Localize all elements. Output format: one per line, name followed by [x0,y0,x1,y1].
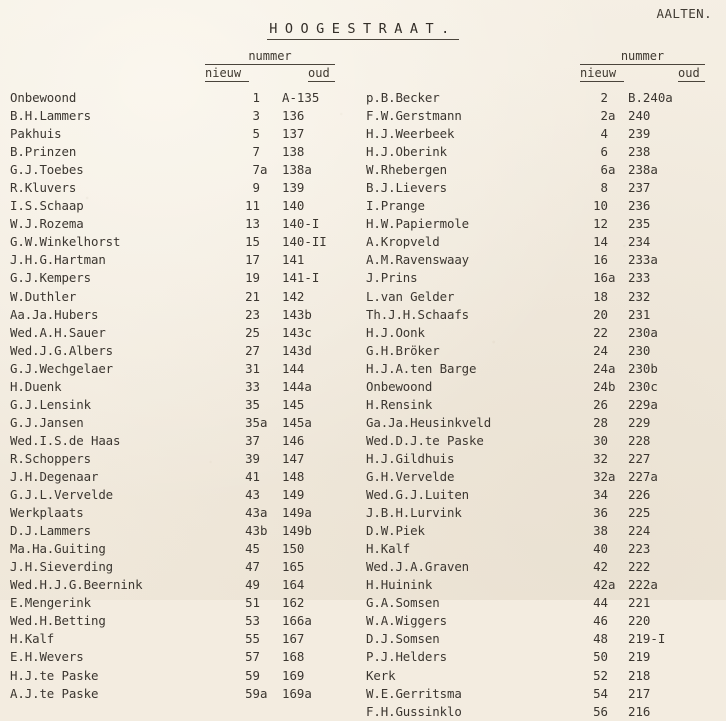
table-row [366,450,716,468]
resident-name: J.H.Degenaar [10,468,99,484]
column-header-new: nieuw [580,66,624,82]
resident-name: J.H.G.Hartman [10,252,106,268]
number-old: 162 [282,595,305,611]
number-new: 39 [245,450,260,466]
column-subheader-row [205,66,335,82]
table-row [10,251,355,269]
resident-name: H.J.Weerbeek [366,126,455,142]
table-row [366,558,716,576]
number-new: 42 [593,559,608,575]
number-old: 233 [628,270,651,286]
number-old: 141 [282,252,305,268]
number-new: 56 [593,703,608,719]
number-old: 164 [282,577,305,593]
number-new: 59 [245,667,260,683]
number-new: 8 [600,180,608,196]
resident-name: G.H.Bröker [366,342,440,358]
number-new: 32 [593,450,608,466]
resident-name: G.J.Toebes [10,162,84,178]
number-old: 227 [628,450,651,466]
resident-name: G.A.Somsen [366,595,440,611]
resident-name: H.J.Gildhuis [366,450,455,466]
table-row [366,324,716,342]
number-new: 33 [245,378,260,394]
table-row [10,504,355,522]
resident-name: J.B.H.Lurvink [366,505,462,521]
number-old: 216 [628,703,651,719]
table-row [366,197,716,215]
number-old: 228 [628,432,651,448]
number-old: 149b [282,523,312,539]
number-old: B.240a [628,90,673,105]
number-old: 143c [282,324,312,340]
number-new: 50 [593,649,608,665]
number-new: 34 [593,487,608,503]
number-new: 24 a [593,360,616,376]
number-new: 47 [245,559,260,575]
resident-name: Pakhuis [10,126,62,142]
table-row [10,667,355,685]
table-row [366,468,716,486]
number-old: 235 [628,216,651,232]
number-old: 145a [282,414,312,430]
number-new: 10 [593,198,608,214]
table-row [366,288,716,306]
number-new: 43 a [245,505,268,521]
number-new: 5 [252,126,260,142]
resident-name: D.J.Lammers [10,523,91,539]
number-new: 7 a [252,162,268,178]
number-new: 21 [245,288,260,304]
table-row [366,143,716,161]
column-subheader-row [580,66,705,82]
number-old: 230b [628,360,658,376]
resident-name: H.Huinink [366,577,433,593]
table-row [10,215,355,233]
resident-name: Wed.I.S.de Haas [10,432,121,448]
number-old: 144 [282,360,305,376]
number-old: 146 [282,432,305,448]
number-new: 35 [245,396,260,412]
header-spacer [249,66,308,82]
resident-name: Wed.J.A.Graven [366,559,470,575]
table-row [10,612,355,630]
number-new: 4 [600,126,608,142]
table-row [366,342,716,360]
number-new: 14 [593,234,608,250]
resident-name: G.J.Kempers [10,270,91,286]
number-old: 236 [628,198,651,214]
table-row [10,378,355,396]
number-new: 1 [252,90,260,105]
number-old: 227a [628,468,658,484]
resident-name: H.Rensink [366,396,433,412]
resident-name: R.Kluvers [10,180,77,196]
number-old: 219-I [628,631,666,647]
table-row [10,468,355,486]
resident-name: Wed.H.Betting [10,613,106,629]
resident-name: W.E.Gerritsma [366,685,462,701]
title-container [0,18,726,40]
number-old: 147 [282,450,305,466]
table-row [366,486,716,504]
number-new: 12 [593,216,608,232]
number-old: 169 [282,667,305,683]
resident-name: H.W.Papiermole [366,216,470,232]
resident-name: Ma.Ha.Guiting [10,541,106,557]
resident-name: H.Duenk [10,378,62,394]
number-new: 57 [245,649,260,665]
table-row [10,450,355,468]
number-old: A-135 [282,90,320,105]
number-new: 38 [593,523,608,539]
table-row [366,703,716,721]
number-new: 9 [252,180,260,196]
number-old: 237 [628,180,651,196]
table-row [10,288,355,306]
table-row [10,161,355,179]
page-title: HOOGESTRAAT. [267,21,459,40]
table-row [366,576,716,594]
table-row [366,179,716,197]
resident-name: H.J.te Paske [10,667,99,683]
table-row [366,504,716,522]
resident-name: Th.J.H.Schaafs [366,306,470,322]
number-old: 140-I [282,216,320,232]
number-new: 2 a [600,108,616,124]
resident-name: Ga.Ja.Heusinkveld [366,414,492,430]
number-old: 150 [282,541,305,557]
number-new: 26 [593,396,608,412]
table-row [366,125,716,143]
resident-name: Wed.H.J.G.Beernink [10,577,143,593]
number-old: 229 [628,414,651,430]
table-row [366,414,716,432]
table-row [366,89,716,107]
number-old: 137 [282,126,305,142]
resident-name: W.A.Wiggers [366,613,447,629]
table-row [10,179,355,197]
column-header-group-label: nummer [205,49,335,65]
resident-name: I.S.Schaap [10,198,84,214]
table-row [10,558,355,576]
number-new: 6 a [600,162,616,178]
number-old: 139 [282,180,305,196]
resident-name: H.J.A.ten Barge [366,360,477,376]
number-new: 42 a [593,577,616,593]
number-new: 15 [245,234,260,250]
number-old: 148 [282,468,305,484]
resident-name: E.H.Wevers [10,649,84,665]
table-row [10,324,355,342]
table-row [366,107,716,125]
number-old: 149 [282,487,305,503]
number-new: 2 [600,90,608,105]
number-new: 18 [593,288,608,304]
resident-name: G.W.Winkelhorst [10,234,121,250]
number-old: 140-II [282,234,327,250]
number-new: 55 [245,631,260,647]
column-header-left [205,49,335,82]
number-new: 32 a [593,468,616,484]
number-new: 35 a [245,414,268,430]
resident-name: A.J.te Paske [10,685,99,701]
resident-name: Wed.G.J.Luiten [366,487,470,503]
header-spacer [624,66,678,82]
number-new: 53 [245,613,260,629]
resident-name: E.Mengerink [10,595,91,611]
number-new: 25 [245,324,260,340]
place-label: AALTEN. [656,6,712,21]
column-header-group-label: nummer [580,49,705,65]
table-row [366,396,716,414]
column-header-new: nieuw [205,66,249,82]
number-old: 138 [282,144,305,160]
table-row [366,667,716,685]
table-row [10,630,355,648]
table-row [366,630,716,648]
column-header-old: oud [678,66,705,82]
number-new: 16 [593,252,608,268]
number-new: 24 [593,342,608,358]
resident-name: Aa.Ja.Hubers [10,306,99,322]
resident-name: J.H.Sieverding [10,559,114,575]
table-row [10,576,355,594]
table-row [366,594,716,612]
number-old: 222 [628,559,651,575]
number-old: 230c [628,378,658,394]
table-row [366,306,716,324]
table-row [366,648,716,666]
number-old: 218 [628,667,651,683]
table-row [366,251,716,269]
table-row [366,215,716,233]
number-old: 149a [282,505,312,521]
number-old: 140 [282,198,305,214]
number-old: 219 [628,649,651,665]
number-old: 141-I [282,270,320,286]
table-row [10,233,355,251]
number-old: 240 [628,108,651,124]
number-old: 221 [628,595,651,611]
table-row [366,161,716,179]
number-new: 28 [593,414,608,430]
number-new: 24 b [593,378,616,394]
number-new: 13 [245,216,260,232]
number-new: 30 [593,432,608,448]
resident-name: G.J.Wechgelaer [10,360,114,376]
number-old: 167 [282,631,305,647]
resident-name: W.Duthler [10,288,77,304]
resident-name: Wed.A.H.Sauer [10,324,106,340]
number-new: 6 [600,144,608,160]
number-new: 37 [245,432,260,448]
number-new: 45 [245,541,260,557]
resident-name: F.H.Gussinklo [366,703,462,719]
address-list-right [366,89,716,721]
table-row [10,269,355,287]
table-row [10,486,355,504]
number-new: 51 [245,595,260,611]
resident-name: H.Kalf [10,631,55,647]
table-row [10,522,355,540]
table-row [10,143,355,161]
resident-name: B.J.Lievers [366,180,447,196]
resident-name: B.H.Lammers [10,108,91,124]
resident-name: H.Kalf [366,541,411,557]
number-new: 59 a [245,685,268,701]
resident-name: D.J.Somsen [366,631,440,647]
column-header-right [580,49,705,82]
number-new: 17 [245,252,260,268]
number-new: 48 [593,631,608,647]
table-row [10,594,355,612]
number-old: 143d [282,342,312,358]
resident-name: R.Schoppers [10,450,91,466]
resident-name: Wed.J.G.Albers [10,342,114,358]
number-old: 223 [628,541,651,557]
number-old: 169a [282,685,312,701]
number-new: 40 [593,541,608,557]
number-old: 138a [282,162,312,178]
resident-name: W.J.Rozema [10,216,84,232]
resident-name: I.Prange [366,198,425,214]
column-header-old: oud [308,66,335,82]
table-row [366,269,716,287]
number-new: 20 [593,306,608,322]
number-old: 226 [628,487,651,503]
number-old: 166a [282,613,312,629]
number-new: 31 [245,360,260,376]
number-old: 165 [282,559,305,575]
number-old: 144a [282,378,312,394]
number-old: 239 [628,126,651,142]
number-old: 168 [282,649,305,665]
number-new: 46 [593,613,608,629]
address-list-left [10,89,355,703]
table-row [10,107,355,125]
number-new: 11 [245,198,260,214]
number-new: 52 [593,667,608,683]
number-old: 238a [628,162,658,178]
resident-name: Wed.D.J.te Paske [366,432,484,448]
number-new: 54 [593,685,608,701]
table-row [10,396,355,414]
table-row [10,125,355,143]
resident-name: G.J.Jansen [10,414,84,430]
number-new: 19 [245,270,260,286]
number-new: 7 [252,144,260,160]
resident-name: Kerk [366,667,396,683]
resident-name: D.W.Piek [366,523,425,539]
number-new: 43 [245,487,260,503]
resident-name: G.J.L.Vervelde [10,487,114,503]
table-row [366,612,716,630]
resident-name: B.Prinzen [10,144,77,160]
table-row [366,540,716,558]
number-new: 27 [245,342,260,358]
number-new: 41 [245,468,260,484]
number-old: 217 [628,685,651,701]
table-row [10,306,355,324]
table-row [10,685,355,703]
number-old: 230a [628,324,658,340]
resident-name: H.J.Oberink [366,144,447,160]
resident-name: P.J.Helders [366,649,447,665]
resident-name: J.Prins [366,270,418,286]
number-old: 222a [628,577,658,593]
table-row [366,522,716,540]
number-old: 231 [628,306,651,322]
number-old: 224 [628,523,651,539]
number-old: 225 [628,505,651,521]
table-row [366,432,716,450]
table-row [366,360,716,378]
number-new: 44 [593,595,608,611]
number-old: 229a [628,396,658,412]
resident-name: G.J.Lensink [10,396,91,412]
resident-name: F.W.Gerstmann [366,108,462,124]
table-row [10,89,355,107]
table-row [366,685,716,703]
number-old: 233a [628,252,658,268]
resident-name: W.Rhebergen [366,162,447,178]
table-row [366,378,716,396]
resident-name: L.van Gelder [366,288,455,304]
number-old: 143b [282,306,312,322]
resident-name: G.H.Vervelde [366,468,455,484]
table-row [10,342,355,360]
resident-name: p.B.Becker [366,90,440,105]
number-old: 136 [282,108,305,124]
resident-name: A.M.Ravenswaay [366,252,470,268]
table-row [10,197,355,215]
table-row [10,648,355,666]
number-old: 232 [628,288,651,304]
number-new: 43 b [245,523,268,539]
resident-name: Onbewoond [366,378,433,394]
resident-name: Onbewoond [10,90,77,105]
number-old: 234 [628,234,651,250]
table-row [10,360,355,378]
number-new: 36 [593,505,608,521]
table-row [366,233,716,251]
number-old: 238 [628,144,651,160]
number-new: 23 [245,306,260,322]
number-old: 230 [628,342,651,358]
resident-name: Werkplaats [10,505,84,521]
number-new: 22 [593,324,608,340]
number-old: 145 [282,396,305,412]
number-new: 3 [252,108,260,124]
number-old: 220 [628,613,651,629]
number-new: 49 [245,577,260,593]
resident-name: H.J.Oonk [366,324,425,340]
number-old: 142 [282,288,305,304]
table-row [10,414,355,432]
resident-name: A.Kropveld [366,234,440,250]
table-row [10,432,355,450]
table-row [10,540,355,558]
number-new: 16 a [593,270,616,286]
